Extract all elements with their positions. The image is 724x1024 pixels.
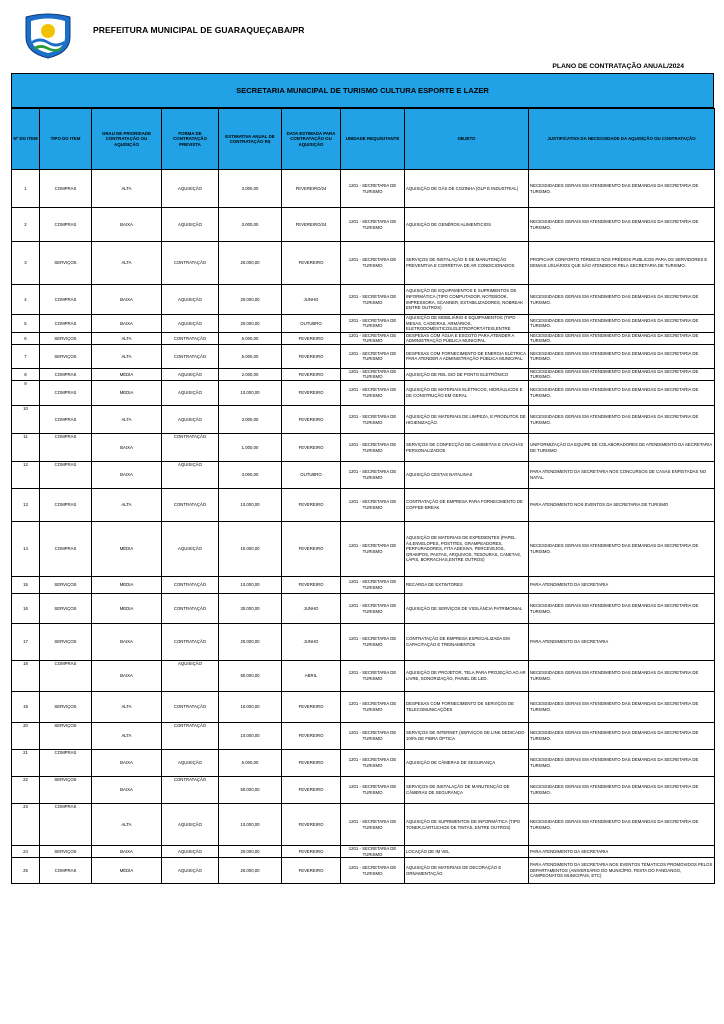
cell-justification: PARA ATENDIMENTO DA SECRETARIA — [529, 846, 715, 858]
cell-priority: BAIXA — [92, 624, 162, 661]
cell-object: AQUISIÇÃO CESTAS NATALINAS — [405, 462, 529, 489]
cell-estimated-date: OUTUBRO — [282, 462, 341, 489]
cell-object: AQUISIÇÃO DE CÂMERAS DE SEGURANÇA — [405, 750, 529, 777]
cell-justification: NECESSIDADES GERAIS EM ATENDIMENTO DAS DEMANDAS DA SECRETARIA DE TURISMO. — [529, 750, 715, 777]
cell-item-type: SERVIÇOS — [40, 777, 92, 804]
cell-item-number: 23 — [12, 804, 40, 846]
cell-item-number: 3 — [12, 242, 40, 285]
cell-item-number: 19 — [12, 692, 40, 723]
cell-item-number: 16 — [12, 594, 40, 624]
cell-object: AQUISIÇÃO DE MATERIAIS DE EXPEDIENTES (PAPEL A4,ENVELOPES, POSTITES, GRAMPEADORES, PERFURADORES, FITA ADESIVA, PERCEVEJOS, GRAMPOS, PASTAS, ARQUIVOS, TESOURAS, CANETAS, LÁPIS, BORRACHAS,ENTRE OUTROS) — [405, 522, 529, 577]
cell-justification: NECESSIDADES GERAIS EM ATENDIMENTO DAS DEMANDAS DA SECRETARIA DE TURISMO. — [529, 315, 715, 333]
cell-annual-estimate: 20.000,00 — [219, 242, 282, 285]
cell-requesting-unit: 1201 - SECRETARIA DE TURISMO — [341, 462, 405, 489]
cell-justification: PARA ATENDIMENTO DA SECRETARIA NOS EVENTOS TEMATICOS PROMOVIDOS PELOS DEPARTAMENTOS (ANIVERSÁRIO DO MUNICÍPIO, FESTA DO FANDANGO, CAMPEONATOS MUNICIPAIS, ETC) — [529, 858, 715, 884]
cell-contract-form: AQUISIÇÃO — [162, 170, 219, 208]
cell-annual-estimate: 10.000,00 — [219, 692, 282, 723]
cell-priority: MÉDIA — [92, 522, 162, 577]
cell-object: AQUISIÇÃO DE GÁS DE COZINHA (GLP E INDUSTRIAL) — [405, 170, 529, 208]
cell-requesting-unit: 1201 - SECRETARIA DE TURISMO — [341, 344, 405, 368]
cell-object: DESPESAS COM ÁGUA E ESGOTO PARA ATENDER A ADMINISTRAÇÃO PÚBLICA MUNICIPAL — [405, 332, 529, 344]
cell-requesting-unit: 1201 - SECRETARIA DE TURISMO — [341, 661, 405, 692]
cell-contract-form: CONTRATAÇÃO — [162, 692, 219, 723]
cell-priority: MÉDIA — [92, 577, 162, 594]
cell-annual-estimate: 20.000,00 — [219, 285, 282, 315]
cell-object: CONTRATAÇÃO DE EMPRESA ESPECIALIZADA EM CAPACITAÇÃO E TREINAMENTOS — [405, 624, 529, 661]
cell-contract-form: CONTRATAÇÃO — [162, 332, 219, 344]
cell-object: SERVIÇOS DE INSTALAÇÃO DE MANUTENÇÃO DE CÂMERAS DE SEGURANÇA — [405, 777, 529, 804]
cell-requesting-unit: 1201 - SECRETARIA DE TURISMO — [341, 624, 405, 661]
cell-object: AQUISIÇÃO DE SUPRIMENTOS DE INFORMÁTICA (TIPO TONER,CARTUCHOS DE TINTAS, ENTRE OUTROS) — [405, 804, 529, 846]
table-header-row — [12, 109, 715, 170]
cell-object: AQUISIÇÃO DE MOBILIÁRIO E EQUIPAMENTOS (TIPO MESAS, CADEIRAS, ARMÁRIOS, ELETRODOMÉSTICOS,ELETROPORTÁTEIS,ENTRE — [405, 315, 529, 333]
cell-annual-estimate: 50.000,00 — [219, 777, 282, 804]
cell-contract-form: AQUISIÇÃO — [162, 381, 219, 406]
cell-estimated-date: FEVEREIRO — [282, 692, 341, 723]
cell-item-type: SERVIÇOS — [40, 846, 92, 858]
cell-requesting-unit: 1201 - SECRETARIA DE TURISMO — [341, 522, 405, 577]
cell-justification: NECESSIDADES GERAIS EM ATENDIMENTO DAS DEMANDAS DA SECRETARIA DE TURISMO. — [529, 804, 715, 846]
cell-justification: NECESSIDADES GERAIS EM ATENDIMENTO DAS DEMANDAS DA SECRETARIA DE TURISMO. — [529, 723, 715, 750]
cell-item-type: SERVIÇOS — [40, 242, 92, 285]
cell-item-type: COMPRAS — [40, 368, 92, 380]
col-header-justification: JUSTIFICATIVA DA NECESSIDADE DA AQUISIÇÃO OU CONTRATAÇÃO — [529, 109, 715, 170]
cell-item-number: 13 — [12, 489, 40, 522]
table-row — [12, 489, 715, 522]
cell-contract-form: CONTRATAÇÃO — [162, 489, 219, 522]
cell-requesting-unit: 1201 - SECRETARIA DE TURISMO — [341, 692, 405, 723]
cell-object: AQUISIÇÃO DE EQUIPAMENTOS E SUPRIMENTOS DE INFORMÁTICA (TIPO COMPUTADOR, NOTEBOOK, IMPRESSORA, SCANNER, ESTABILIZADORES, NOBREAK ENTRE OUTROS) — [405, 285, 529, 315]
cell-contract-form: CONTRATAÇÃO — [162, 624, 219, 661]
cell-priority: BAIXA — [92, 434, 162, 462]
cell-item-number: 6 — [12, 332, 40, 344]
cell-annual-estimate: 20.000,00 — [219, 315, 282, 333]
cell-object: AQUISIÇÃO DE PROJETOR, TELA PARA PROJEÇÃO AO AR LIVRE, SONORIZAÇÃO, PAINEL DE LED. — [405, 661, 529, 692]
cell-estimated-date: FEVEREIRO — [282, 522, 341, 577]
cell-contract-form: AQUISIÇÃO — [162, 750, 219, 777]
cell-contract-form: AQUISIÇÃO — [162, 368, 219, 380]
procurement-table — [11, 108, 715, 884]
cell-object: SERVIÇOS DE INSTALAÇÃO E DE MANUTENÇÃO PREVENTIVA E CORRETIVA DE AR CONDICIONADOS — [405, 242, 529, 285]
cell-justification: PARA ATENDIMENTO DA SECRETARIA — [529, 624, 715, 661]
col-header-item-type: TIPO DO ITEM — [40, 109, 92, 170]
cell-requesting-unit: 1201 - SECRETARIA DE TURISMO — [341, 723, 405, 750]
plan-title: PLANO DE CONTRATAÇÃO ANUAL/2024 — [552, 63, 684, 70]
cell-contract-form: AQUISIÇÃO — [162, 285, 219, 315]
cell-estimated-date: ABRIL — [282, 661, 341, 692]
cell-priority: BAIXA — [92, 315, 162, 333]
cell-object: AQUISIÇÃO DE MATERIAIS DE LIMPEZA, E PRODUTOS DE HIGIENIZAÇÃO. — [405, 406, 529, 434]
cell-justification: NECESSIDADES GERAIS EM ATENDIMENTO DAS DEMANDAS DA SECRETARIA DE TURISMO. — [529, 208, 715, 242]
cell-estimated-date: FEVEREIRO — [282, 846, 341, 858]
cell-item-type: COMPRAS — [40, 434, 92, 462]
col-header-object: OBJETO — [405, 109, 529, 170]
table-row — [12, 594, 715, 624]
cell-contract-form: AQUISIÇÃO — [162, 804, 219, 846]
cell-item-type: COMPRAS — [40, 406, 92, 434]
table-row — [12, 661, 715, 692]
cell-item-number: 9 — [12, 381, 40, 406]
cell-priority: BAIXA — [92, 661, 162, 692]
cell-estimated-date: FEVEREIRO — [282, 381, 341, 406]
cell-object: AQUISIÇÃO DE SERVIÇOS DE VIGILÂNCIA PATRIMONIAL — [405, 594, 529, 624]
cell-estimated-date: FEVEREIRO — [282, 368, 341, 380]
cell-justification: PROPICIAR CONFORTO TÉRMICO NOS PRÉDIOS PUBLICOS PARA OS SERVIDORES E DEMAIS USUÁRIOS QUE SÃO ATENDIDOS PELA SECRETARIA DE TURISMO. — [529, 242, 715, 285]
table-row — [12, 170, 715, 208]
cell-item-type: COMPRAS — [40, 208, 92, 242]
cell-priority: ALTA — [92, 489, 162, 522]
cell-annual-estimate: 1.000,00 — [219, 434, 282, 462]
table-row — [12, 332, 715, 344]
cell-item-type: COMPRAS — [40, 462, 92, 489]
cell-justification: NECESSIDADES GERAIS EM ATENDIMENTO DAS DEMANDAS DA SECRETARIA DE TURISMO. — [529, 594, 715, 624]
cell-contract-form: AQUISIÇÃO — [162, 315, 219, 333]
cell-annual-estimate: 50.000,00 — [219, 661, 282, 692]
cell-item-number: 2 — [12, 208, 40, 242]
cell-annual-estimate: 10.000,00 — [219, 489, 282, 522]
cell-estimated-date: FEVEREIRO — [282, 344, 341, 368]
cell-item-number: 15 — [12, 577, 40, 594]
cell-annual-estimate: 10.000,00 — [219, 723, 282, 750]
col-header-priority: GRAU DE PRIORIDADE CONTRATAÇÃO OU AQUISIÇÃO — [92, 109, 162, 170]
cell-requesting-unit: 1201 - SECRETARIA DE TURISMO — [341, 777, 405, 804]
cell-item-type: COMPRAS — [40, 804, 92, 846]
cell-contract-form: CONTRATAÇÃO — [162, 434, 219, 462]
cell-justification: NECESSIDADES GERAIS EM ATENDIMENTO DAS DEMANDAS DA SECRETARIA DE TURISMO. — [529, 332, 715, 344]
cell-estimated-date: FEVEREIRO — [282, 723, 341, 750]
table-row — [12, 285, 715, 315]
table-row — [12, 242, 715, 285]
cell-justification: UNIFORMIZAÇÃO DA EQUIPE DE COLABORADORES DE ATENDIMENTO DA SECRETARIA DE TURISMO — [529, 434, 715, 462]
cell-item-type: SERVIÇOS — [40, 624, 92, 661]
cell-item-number: 7 — [12, 344, 40, 368]
cell-contract-form: AQUISIÇÃO — [162, 406, 219, 434]
cell-item-type: SERVIÇOS — [40, 344, 92, 368]
cell-requesting-unit: 1201 - SECRETARIA DE TURISMO — [341, 406, 405, 434]
col-header-requesting-unit: UNIDADE REQUISITANTE — [341, 109, 405, 170]
cell-requesting-unit: 1201 - SECRETARIA DE TURISMO — [341, 285, 405, 315]
table-row — [12, 406, 715, 434]
cell-priority: ALTA — [92, 692, 162, 723]
cell-priority: BAIXA — [92, 285, 162, 315]
cell-requesting-unit: 1201 - SECRETARIA DE TURISMO — [341, 208, 405, 242]
cell-contract-form: CONTRATAÇÃO — [162, 577, 219, 594]
cell-item-type: COMPRAS — [40, 522, 92, 577]
cell-contract-form: AQUISIÇÃO — [162, 846, 219, 858]
table-row — [12, 208, 715, 242]
cell-item-number: 18 — [12, 661, 40, 692]
table-row — [12, 624, 715, 661]
cell-item-type: COMPRAS — [40, 170, 92, 208]
cell-contract-form: CONTRATAÇÃO — [162, 723, 219, 750]
cell-item-number: 25 — [12, 858, 40, 884]
cell-item-number: 17 — [12, 624, 40, 661]
cell-annual-estimate: 5.000,00 — [219, 344, 282, 368]
cell-priority: ALTA — [92, 804, 162, 846]
table-row — [12, 381, 715, 406]
cell-annual-estimate: 10.000,00 — [219, 381, 282, 406]
table-row — [12, 344, 715, 368]
cell-estimated-date: FEVEREIRO — [282, 434, 341, 462]
municipal-coat-of-arms-logo — [22, 11, 74, 59]
cell-contract-form: CONTRATAÇÃO — [162, 594, 219, 624]
cell-priority: MÉDIA — [92, 858, 162, 884]
cell-estimated-date: FEVEREIRO — [282, 242, 341, 285]
cell-justification: NECESSIDADES GERAIS EM ATENDIMENTO DAS DEMANDAS DA SECRETARIA DE TURISMO. — [529, 661, 715, 692]
cell-estimated-date: JUNHO — [282, 594, 341, 624]
cell-estimated-date: FEVEREIRO — [282, 489, 341, 522]
cell-item-number: 4 — [12, 285, 40, 315]
cell-requesting-unit: 1201 - SECRETARIA DE TURISMO — [341, 434, 405, 462]
cell-requesting-unit: 1201 - SECRETARIA DE TURISMO — [341, 594, 405, 624]
cell-item-type: SERVIÇOS — [40, 692, 92, 723]
cell-priority: MÉDIA — [92, 381, 162, 406]
cell-priority: ALTA — [92, 242, 162, 285]
cell-object: AQUISIÇÃO DE MATERIAIS DE DECORAÇÃO E ORNAMENTAÇÃO — [405, 858, 529, 884]
secretariat-banner: SECRETARIA MUNICIPAL DE TURISMO CULTURA ESPORTE E LAZER — [11, 73, 714, 108]
municipality-name: PREFEITURA MUNICIPAL DE GUARAQUEÇABA/PR — [93, 25, 305, 35]
cell-estimated-date: FEVEREIRO — [282, 858, 341, 884]
table-row — [12, 804, 715, 846]
cell-object: SERVIÇOS DE CONFECÇÃO DE CAMISETAS E CRACHÁS PERSONALIZADOS — [405, 434, 529, 462]
col-header-item-number: Nº DO ITEM — [12, 109, 40, 170]
cell-estimated-date: FEVEREIRO — [282, 804, 341, 846]
col-header-annual-estimate: ESTIMATIVA ANUAL DE CONTRATAÇÃO R$ — [219, 109, 282, 170]
cell-item-number: 1 — [12, 170, 40, 208]
cell-requesting-unit: 1201 - SECRETARIA DE TURISMO — [341, 804, 405, 846]
cell-priority: MÉDIA — [92, 368, 162, 380]
cell-item-type: COMPRAS — [40, 315, 92, 333]
cell-annual-estimate: 20.000,00 — [219, 624, 282, 661]
cell-justification: NECESSIDADES GERAIS EM ATENDIMENTO DAS DEMANDAS DA SECRETARIA DE TURISMO. — [529, 170, 715, 208]
cell-annual-estimate: 3.000,00 — [219, 208, 282, 242]
cell-requesting-unit: 1201 - SECRETARIA DE TURISMO — [341, 858, 405, 884]
table-row — [12, 462, 715, 489]
cell-requesting-unit: 1201 - SECRETARIA DE TURISMO — [341, 332, 405, 344]
cell-estimated-date: FEVEREIRO/24 — [282, 208, 341, 242]
cell-item-number: 22 — [12, 777, 40, 804]
cell-contract-form: AQUISIÇÃO — [162, 462, 219, 489]
cell-annual-estimate: 20.000,00 — [219, 858, 282, 884]
cell-estimated-date: FEVEREIRO — [282, 332, 341, 344]
table-row — [12, 434, 715, 462]
cell-justification: PARA ATENDIMENTO NOS EVENTOS DA SECRETARIA DE TURISMO — [529, 489, 715, 522]
cell-annual-estimate: 10.000,00 — [219, 577, 282, 594]
cell-justification: NECESSIDADES GERAIS EM ATENDIMENTO DAS DEMANDAS DA SECRETARIA DE TURISMO. — [529, 285, 715, 315]
cell-item-number: 21 — [12, 750, 40, 777]
cell-item-type: SERVIÇOS — [40, 332, 92, 344]
cell-priority: BAIXA — [92, 750, 162, 777]
cell-item-type: SERVIÇOS — [40, 723, 92, 750]
cell-estimated-date: FEVEREIRO — [282, 750, 341, 777]
cell-item-number: 24 — [12, 846, 40, 858]
cell-item-type: COMPRAS — [40, 858, 92, 884]
cell-justification: NECESSIDADES GERAIS EM ATENDIMENTO DAS DEMANDAS DA SECRETARIA DE TURISMO. — [529, 692, 715, 723]
col-header-estimated-date: DATA ESTIMADA PARA CONTRATAÇÃO OU AQUISIÇÃO — [282, 109, 341, 170]
cell-item-type: COMPRAS — [40, 489, 92, 522]
cell-item-type: SERVIÇOS — [40, 594, 92, 624]
cell-item-type: COMPRAS — [40, 381, 92, 406]
cell-justification: NECESSIDADES GERAIS EM ATENDIMENTO DAS DEMANDAS DA SECRETARIA DE TURISMO. — [529, 381, 715, 406]
cell-object: SERVIÇOS DE INTERNET (SERVIÇOS DE LINK DEDICADO 100% DE FIBRA ÓPTICA — [405, 723, 529, 750]
table-row — [12, 577, 715, 594]
cell-object: RECARGA DE EXTINTORES — [405, 577, 529, 594]
cell-annual-estimate: 20.000,00 — [219, 846, 282, 858]
cell-priority: ALTA — [92, 344, 162, 368]
cell-contract-form: AQUISIÇÃO — [162, 661, 219, 692]
cell-requesting-unit: 1201 - SECRETARIA DE TURISMO — [341, 489, 405, 522]
cell-requesting-unit: 1201 - SECRETARIA DE TURISMO — [341, 381, 405, 406]
table-row — [12, 368, 715, 380]
cell-object: AQUISIÇÃO DE GENÊROS ALIMENTICIOS — [405, 208, 529, 242]
cell-contract-form: CONTRATAÇÃO — [162, 242, 219, 285]
table-row — [12, 522, 715, 577]
cell-justification: PARA ATENDIMENTO DA SECRETARIA NOS CONCURSOS DE CASAS ENFEITADAS NO NATAL. — [529, 462, 715, 489]
cell-requesting-unit: 1201 - SECRETARIA DE TURISMO — [341, 750, 405, 777]
cell-object: LOCAÇÃO DE IM VEL — [405, 846, 529, 858]
cell-item-number: 5 — [12, 315, 40, 333]
cell-contract-form: CONTRATAÇÃO — [162, 344, 219, 368]
table-row — [12, 315, 715, 333]
cell-justification: NECESSIDADES GERAIS EM ATENDIMENTO DAS DEMANDAS DA SECRETARIA DE TURISMO. — [529, 368, 715, 380]
cell-object: AQUISIÇÃO DE MATERIAIS ELÉTRICOS, HIDRÁULICOS E DE CONSTRUÇÃO EM GERAL — [405, 381, 529, 406]
cell-item-type: SERVIÇOS — [40, 577, 92, 594]
cell-annual-estimate: 10.000,00 — [219, 522, 282, 577]
cell-priority: BAIXA — [92, 846, 162, 858]
cell-requesting-unit: 1201 - SECRETARIA DE TURISMO — [341, 846, 405, 858]
cell-item-number: 12 — [12, 462, 40, 489]
table-row — [12, 846, 715, 858]
cell-estimated-date: JUNHO — [282, 624, 341, 661]
cell-requesting-unit: 1201 - SECRETARIA DE TURISMO — [341, 368, 405, 380]
cell-annual-estimate: 10.000,00 — [219, 804, 282, 846]
col-header-contract-form: FORMA DE CONTRATAÇÃO PREVISTA — [162, 109, 219, 170]
cell-item-type: COMPRAS — [40, 285, 92, 315]
procurement-sheet — [11, 73, 714, 884]
table-row — [12, 750, 715, 777]
cell-estimated-date: FEVEREIRO — [282, 406, 341, 434]
cell-estimated-date: OUTUBRO — [282, 315, 341, 333]
cell-annual-estimate: 3.000,00 — [219, 170, 282, 208]
cell-object: DESPESAS COM FORNECIMENTO DE SERVIÇOS DE TELECOMUNICAÇÕES — [405, 692, 529, 723]
cell-item-type: COMPRAS — [40, 750, 92, 777]
cell-justification: NECESSIDADES GERAIS EM ATENDIMENTO DAS DEMANDAS DA SECRETARIA DE TURISMO. — [529, 522, 715, 577]
cell-item-number: 20 — [12, 723, 40, 750]
cell-annual-estimate: 5.000,00 — [219, 750, 282, 777]
cell-annual-estimate: 3.000,00 — [219, 462, 282, 489]
table-row — [12, 777, 715, 804]
cell-requesting-unit: 1201 - SECRETARIA DE TURISMO — [341, 170, 405, 208]
cell-object: DESPESAS COM FORNECIMENTO DE ENERGIA ELÉTRICA PARA ATENDER A ADMINISTRAÇÃO PÚBLICA MUNICIPAL. — [405, 344, 529, 368]
cell-item-type: COMPRAS — [40, 661, 92, 692]
cell-estimated-date: FEVEREIRO — [282, 577, 341, 594]
cell-justification: NECESSIDADES GERAIS EM ATENDIMENTO DAS DEMANDAS DA SECRETARIA DE TURISMO. — [529, 406, 715, 434]
cell-priority: BAIXA — [92, 777, 162, 804]
cell-annual-estimate: 3.000,00 — [219, 406, 282, 434]
cell-priority: ALTA — [92, 170, 162, 208]
cell-requesting-unit: 1201 - SECRETARIA DE TURISMO — [341, 577, 405, 594]
table-row — [12, 692, 715, 723]
cell-contract-form: AQUISIÇÃO — [162, 522, 219, 577]
cell-priority: BAIXA — [92, 462, 162, 489]
cell-priority: BAIXA — [92, 208, 162, 242]
cell-priority: ALTA — [92, 332, 162, 344]
cell-contract-form: CONTRATAÇÃO — [162, 777, 219, 804]
cell-item-number: 14 — [12, 522, 40, 577]
cell-justification: NECESSIDADES GERAIS EM ATENDIMENTO DAS DEMANDAS DA SECRETARIA DE TURISMO. — [529, 344, 715, 368]
cell-object: CONTRATAÇÃO DE EMPRESA PARA FORNECIMENTO DE COFFEE-BREAK — [405, 489, 529, 522]
table-row — [12, 858, 715, 884]
cell-requesting-unit: 1201 - SECRETARIA DE TURISMO — [341, 315, 405, 333]
cell-item-number: 10 — [12, 406, 40, 434]
cell-annual-estimate: 5.000,00 — [219, 332, 282, 344]
cell-priority: ALTA — [92, 723, 162, 750]
cell-priority: ALTA — [92, 406, 162, 434]
cell-contract-form: AQUISIÇÃO — [162, 858, 219, 884]
cell-estimated-date: FEVEREIRO — [282, 777, 341, 804]
cell-contract-form: AQUISIÇÃO — [162, 208, 219, 242]
cell-estimated-date: FEVEREIRO/24 — [282, 170, 341, 208]
cell-justification: NECESSIDADES GERAIS EM ATENDIMENTO DAS DEMANDAS DA SECRETARIA DE TURISMO. — [529, 777, 715, 804]
cell-annual-estimate: 30.000,00 — [219, 594, 282, 624]
cell-requesting-unit: 1201 - SECRETARIA DE TURISMO — [341, 242, 405, 285]
cell-item-number: 11 — [12, 434, 40, 462]
cell-annual-estimate: 2.000,00 — [219, 368, 282, 380]
cell-justification: PARA ATENDIMENTO DA SECRETARIA — [529, 577, 715, 594]
cell-estimated-date: JUNHO — [282, 285, 341, 315]
table-row — [12, 723, 715, 750]
cell-object: AQUISIÇÃO DE REL GIO DE PONTO ELETRÔNICO — [405, 368, 529, 380]
cell-priority: MÉDIA — [92, 594, 162, 624]
cell-item-number: 8 — [12, 368, 40, 380]
